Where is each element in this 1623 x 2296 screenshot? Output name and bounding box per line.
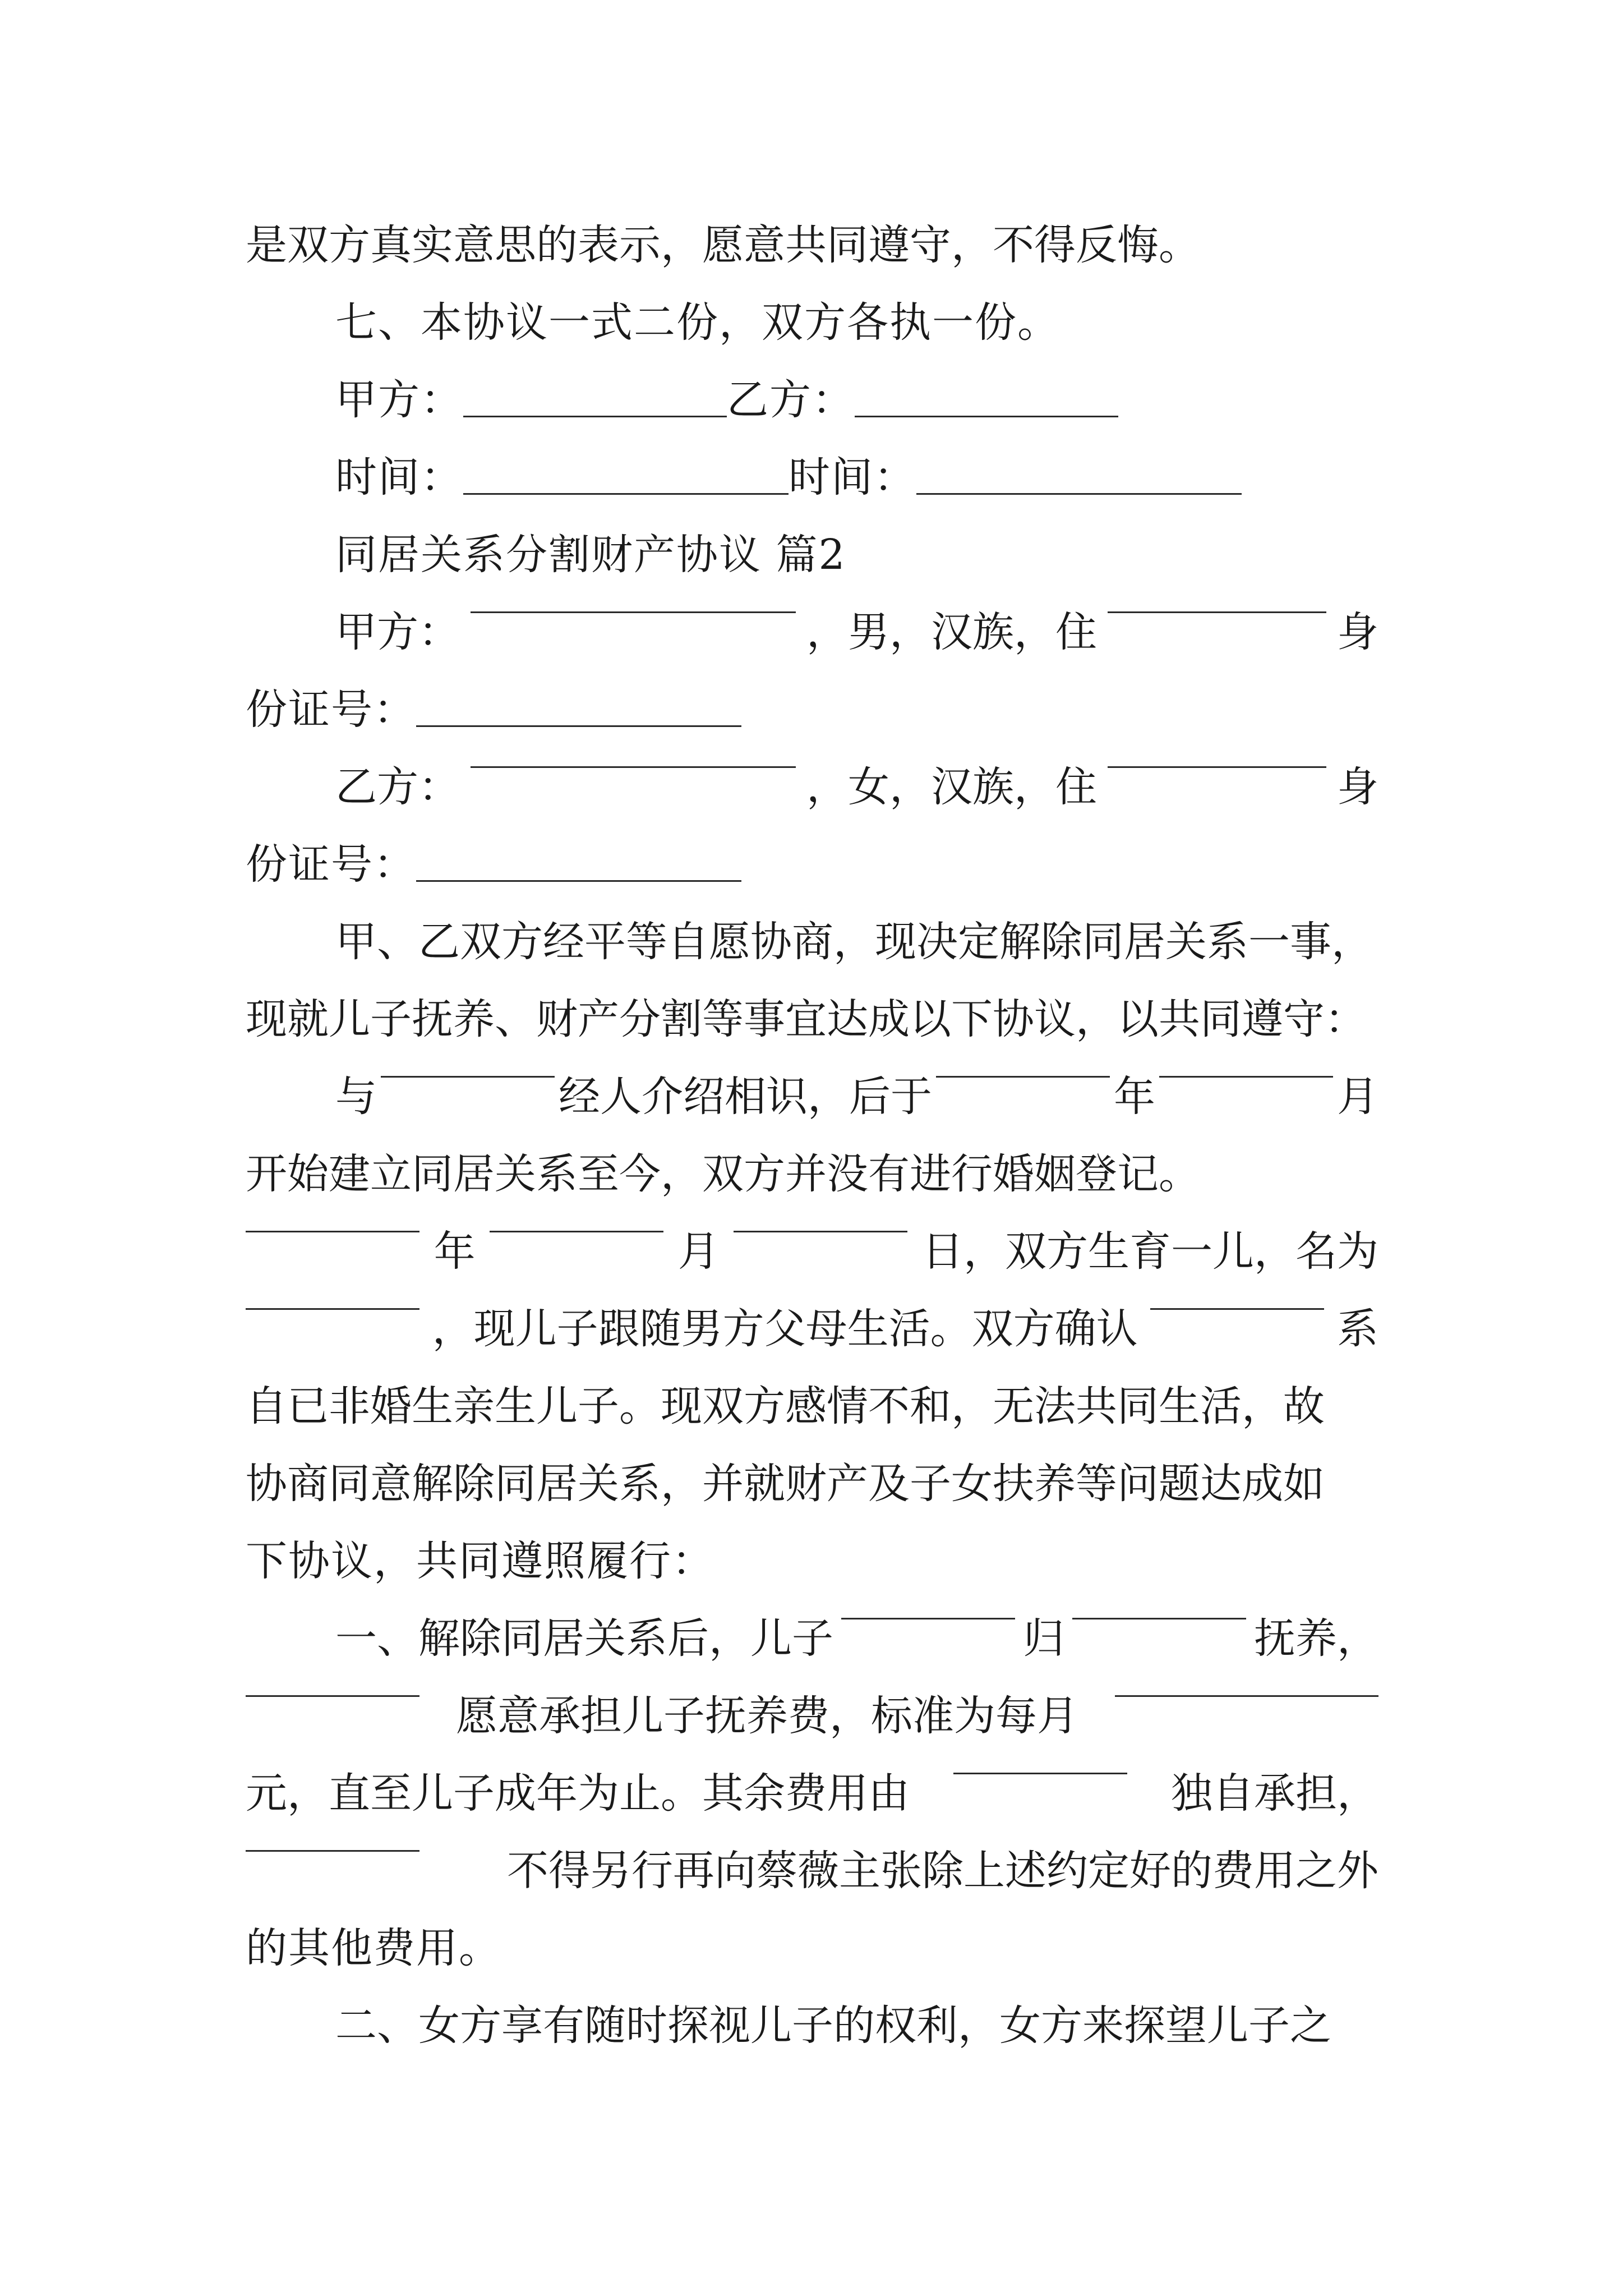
paragraph-text: 现就儿子抚养、财产分割等事宜达成以下协议，以共同遵守：	[246, 995, 1366, 1043]
text-line	[335, 1073, 1378, 1121]
fill-blank[interactable]	[1115, 1695, 1378, 1697]
paragraph-text: 甲、乙双方经平等自愿协商，现决定解除同居关系一事，	[335, 918, 1373, 966]
fill-blank[interactable]	[734, 1231, 907, 1232]
clause-two-line	[335, 2001, 1378, 2050]
text-fragment: 归	[1023, 1614, 1064, 1663]
text-line	[246, 1537, 1378, 1585]
paragraph-text: 自已非婚生亲生儿子。现双方感情不和，无法共同生活，故	[246, 1382, 1325, 1430]
date-b-label: 时间：	[789, 453, 916, 501]
text-line	[246, 221, 1378, 269]
party-b-details: ，女，汉族，住	[806, 763, 1097, 811]
text-fragment: 月	[677, 1227, 720, 1276]
text-line	[246, 1769, 1378, 1818]
line-end-char: 身	[1337, 608, 1378, 656]
date-a-blank[interactable]	[463, 493, 789, 495]
fill-blank[interactable]	[246, 1308, 419, 1310]
fill-blank[interactable]	[381, 1076, 555, 1078]
signature-line-dates	[335, 453, 1378, 501]
party-b-id-blank[interactable]	[416, 880, 741, 882]
section-title: 同居关系分割财产协议 篇2	[335, 531, 846, 579]
paragraph-text: 下协议，共同遵照履行：	[246, 1537, 714, 1585]
fill-blank[interactable]	[841, 1618, 1015, 1619]
id-line	[246, 685, 1378, 734]
fill-blank[interactable]	[953, 1773, 1127, 1774]
text-line	[246, 1305, 1378, 1353]
text-line	[246, 1460, 1378, 1508]
paragraph-text: 的其他费用。	[246, 1924, 501, 1972]
fill-blank[interactable]	[1072, 1618, 1246, 1619]
party-b-name-blank[interactable]	[471, 766, 796, 768]
party-a-name-blank[interactable]	[471, 611, 796, 613]
signature-line-parties	[335, 376, 1378, 424]
party-a-address-blank[interactable]	[1108, 611, 1326, 613]
text-fragment: 不得另行再向蔡薇主张除上述约定好的费用之外	[507, 1847, 1378, 1895]
party-a-details: ，男，汉族，住	[806, 608, 1097, 656]
text-line	[335, 918, 1378, 966]
text-fragment: 与	[335, 1073, 377, 1121]
fill-blank[interactable]	[490, 1231, 663, 1232]
text-line	[246, 1847, 1378, 1895]
text-fragment: 月	[1337, 1073, 1378, 1121]
text-fragment: 愿意承担儿子抚养费，标准为每月	[456, 1692, 1078, 1740]
text-line	[335, 298, 1378, 347]
text-line	[246, 1692, 1378, 1740]
party-a-label: 甲方：	[335, 376, 463, 424]
fill-blank[interactable]	[936, 1076, 1110, 1078]
paragraph-text: 开始建立同居关系至今，双方并没有进行婚姻登记。	[246, 1150, 1200, 1198]
line-end-char: 身	[1337, 763, 1378, 811]
text-fragment: 抚养，	[1254, 1614, 1378, 1663]
clause-seven: 七、本协议一式二份，双方各执一份。	[335, 298, 1060, 347]
text-fragment: 系	[1336, 1305, 1378, 1353]
paragraph-text: 协商同意解除同居关系，并就财产及子女扶养等问题达成如	[246, 1460, 1325, 1508]
paragraph-text: 是双方真实意思的表示，愿意共同遵守，不得反悔。	[246, 221, 1200, 269]
party-b-address-blank[interactable]	[1108, 766, 1326, 768]
party-b-label: 乙方：	[335, 763, 460, 811]
fill-blank[interactable]	[1150, 1308, 1324, 1310]
date-b-blank[interactable]	[916, 493, 1242, 495]
text-line	[246, 995, 1378, 1043]
text-fragment: 年	[1114, 1073, 1155, 1121]
party-a-blank[interactable]	[463, 416, 727, 417]
text-fragment: ，现儿子跟随男方父母生活。双方确认	[432, 1305, 1138, 1353]
text-line	[246, 1382, 1378, 1430]
text-fragment: 元，直至儿子成年为止。其余费用由	[246, 1769, 910, 1818]
party-b-line	[335, 763, 1378, 811]
section-heading	[335, 531, 1378, 579]
fill-blank[interactable]	[246, 1695, 419, 1697]
party-a-id-blank[interactable]	[416, 725, 741, 727]
text-fragment: 独自承担，	[1171, 1769, 1378, 1818]
fill-blank[interactable]	[246, 1231, 419, 1232]
party-a-label: 甲方：	[335, 608, 460, 656]
date-a-label: 时间：	[335, 453, 463, 501]
fill-blank[interactable]	[246, 1850, 419, 1852]
text-line	[246, 1227, 1378, 1276]
text-fragment: 日，双方生育一儿，名为	[921, 1227, 1378, 1276]
fill-blank[interactable]	[1159, 1076, 1333, 1078]
paragraph-text: 二、女方享有随时探视儿子的权利，女方来探望儿子之	[335, 2001, 1331, 2050]
text-line	[246, 1150, 1378, 1198]
id-label: 份证号：	[246, 685, 416, 734]
text-fragment: 一、解除同居关系后，儿子	[335, 1614, 833, 1663]
party-b-blank[interactable]	[855, 416, 1118, 417]
id-line	[246, 840, 1378, 889]
party-a-line	[335, 608, 1378, 656]
id-label: 份证号：	[246, 840, 416, 889]
text-fragment: 年	[434, 1227, 476, 1276]
text-line	[246, 1924, 1378, 1972]
text-fragment: 经人介绍相识，后于	[559, 1073, 932, 1121]
party-b-label: 乙方：	[727, 376, 855, 424]
clause-one-line	[335, 1614, 1378, 1663]
